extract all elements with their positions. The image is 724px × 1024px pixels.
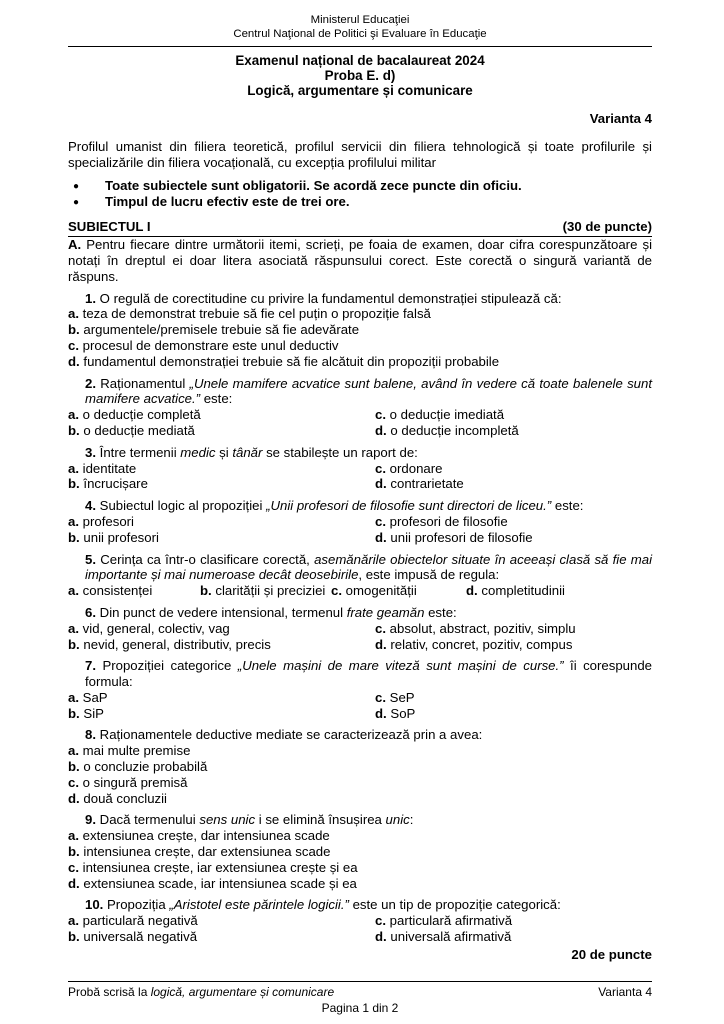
option-c [375, 461, 652, 477]
options-row [68, 322, 652, 338]
options-row [68, 407, 652, 423]
option-letter: d. [375, 929, 387, 945]
questions-list [68, 285, 652, 945]
option-c [375, 514, 652, 530]
instruction-label: A. [68, 237, 82, 253]
option-text: extensiunea scade, iar intensiunea scade și ea [83, 875, 357, 891]
question-number: 7. [85, 658, 96, 674]
question-text-run: Raționamentele deductive mediate se caracterizează prin a avea: [96, 727, 483, 743]
option-letter: c. [375, 689, 386, 705]
bullet-icon: ● [73, 180, 80, 192]
option-letter: c. [68, 774, 79, 790]
option-letter: a. [68, 306, 79, 322]
question-number: 6. [85, 604, 96, 620]
ministry-name: Ministerul Educaţiei [310, 14, 410, 26]
option-c [375, 407, 652, 423]
question-text-italic: asemănările obiectelor situate în aceeași clasă să fie mai importante și mai numeroase decât deosebirile [85, 551, 652, 583]
section-title: SUBIECTUL I [68, 219, 151, 235]
option-text: intensiunea crește, dar extensiunea scade [83, 844, 331, 860]
option-letter: b. [68, 705, 80, 721]
option-letter: a. [68, 689, 79, 705]
question-number: 1. [85, 290, 96, 306]
question-text-run: este: [424, 604, 457, 620]
question-text-italic: „Unele mamifere acvatice sunt balene, având în vedere că toate balenele sunt mamifere acvatice.” [85, 375, 652, 407]
options-row [68, 743, 652, 759]
option-b [200, 583, 331, 599]
question-text-italic: medic [180, 444, 216, 460]
question-text-run: se stabilește un raport de: [262, 444, 418, 460]
option-text: o singură premisă [82, 774, 188, 790]
option-text: fundamentul demonstrației trebuie să fie alcătuit din propoziții probabile [83, 353, 500, 369]
option-letter: c. [375, 513, 386, 529]
options-row [68, 423, 652, 439]
question-number: 2. [85, 375, 96, 391]
profile-paragraph: Profilul umanist din filiera teoretică, profilul servicii din filiera tehnologică și toate profilurile și specializările din filiera vocațională, cu excepția profilului militar [68, 139, 652, 170]
question-text [68, 812, 652, 828]
option-letter: d. [68, 353, 80, 369]
option-letter: c. [375, 620, 386, 636]
option-letter: a. [68, 513, 79, 529]
bullet-icon: ● [73, 196, 80, 208]
option-a [68, 583, 200, 599]
option-text: ordonare [389, 460, 443, 476]
option-letter: d. [466, 583, 478, 599]
option-text: universală afirmativă [390, 929, 512, 945]
footer-test-subject: logică, argumentare și comunicare [150, 985, 335, 999]
options-row [68, 876, 652, 892]
question-5 [68, 552, 652, 599]
option-letter: b. [68, 636, 80, 652]
option-text: două concluzii [83, 790, 167, 806]
question-4 [68, 498, 652, 545]
document-header [68, 13, 652, 41]
question-text-run: este: [551, 498, 584, 514]
option-letter: a. [68, 460, 79, 476]
option-a [68, 306, 431, 322]
question-text [68, 291, 652, 307]
question-text-italic: „Unele mașini de mare viteză sunt mașini de curse.” [237, 658, 564, 674]
option-b [68, 844, 330, 860]
option-text: extensiunea crește, dar intensiunea scade [82, 828, 330, 844]
page-footer [68, 981, 652, 1016]
options-row [68, 844, 652, 860]
question-number: 4. [85, 498, 96, 514]
option-text: teza de demonstrat trebuie să fie cel puțin o propoziție falsă [82, 306, 431, 322]
question-text [68, 445, 652, 461]
option-text: SiP [83, 705, 104, 721]
question-number: 10. [85, 897, 104, 913]
question-text-run: Cerința ca într-o clasificare corectă, [96, 551, 315, 567]
rule-item-2 [68, 194, 652, 210]
options-row [68, 828, 652, 844]
option-letter: d. [375, 422, 387, 438]
option-text: identitate [82, 460, 137, 476]
option-letter: b. [200, 583, 212, 599]
option-d [68, 791, 167, 807]
option-text: o deducție incompletă [390, 422, 519, 438]
option-d [68, 354, 499, 370]
option-letter: d. [375, 529, 387, 545]
option-a [68, 913, 375, 929]
option-letter: b. [68, 322, 80, 338]
option-d [68, 876, 357, 892]
question-6 [68, 605, 652, 652]
footer-variant: Varianta 4 [598, 985, 652, 999]
question-text [68, 376, 652, 408]
option-a [68, 621, 375, 637]
options-row [68, 637, 652, 653]
option-c [375, 621, 652, 637]
question-text [68, 897, 652, 913]
question-text [68, 498, 652, 514]
question-1 [68, 291, 652, 370]
option-b [68, 423, 375, 439]
options-row [68, 514, 652, 530]
center-name: Centrul Naţional de Politici şi Evaluare în Educaţie [233, 28, 487, 40]
option-c [375, 913, 652, 929]
question-text [68, 727, 652, 743]
option-d [375, 423, 652, 439]
option-a [68, 407, 375, 423]
question-3 [68, 445, 652, 492]
option-letter: b. [68, 476, 80, 492]
option-text: contrarietate [390, 476, 464, 492]
option-b [68, 706, 375, 722]
option-c [331, 583, 466, 599]
option-letter: a. [68, 407, 79, 423]
option-letter: a. [68, 828, 79, 844]
question-10 [68, 897, 652, 944]
options-row [68, 530, 652, 546]
footer-test-label [68, 985, 334, 1000]
option-d [375, 929, 652, 945]
question-number: 3. [85, 444, 96, 460]
option-letter: d. [375, 636, 387, 652]
option-d [375, 706, 652, 722]
rules-list [68, 178, 652, 210]
options-row [68, 775, 652, 791]
question-text-run: Propoziția [103, 897, 170, 913]
option-letter: c. [375, 913, 386, 929]
question-2 [68, 376, 652, 439]
options-row [68, 860, 652, 876]
option-letter: d. [375, 476, 387, 492]
option-text: profesori [82, 513, 134, 529]
option-a [68, 828, 330, 844]
question-text-run: și [215, 444, 233, 460]
question-text-italic: tânăr [232, 444, 263, 460]
option-c [68, 860, 358, 876]
option-d [375, 530, 652, 546]
options-row [68, 338, 652, 354]
option-text: intensiunea crește, iar extensiunea crește și ea [82, 859, 358, 875]
options-row [68, 621, 652, 637]
question-text-run: Dacă termenului [96, 812, 200, 828]
question-text-run: Subiectul logic al propoziției [96, 498, 267, 514]
option-b [68, 929, 375, 945]
footer-page-number: Pagina 1 din 2 [321, 1001, 399, 1015]
question-7 [68, 658, 652, 721]
option-letter: c. [68, 337, 79, 353]
variant-label: Varianta 4 [589, 111, 652, 127]
option-letter: b. [68, 844, 80, 860]
option-text: particulară afirmativă [389, 913, 513, 929]
option-letter: c. [375, 460, 386, 476]
option-text: o deducție imediată [389, 407, 505, 423]
rule-item-1 [68, 178, 652, 194]
option-d [466, 583, 565, 599]
option-a [68, 461, 375, 477]
option-letter: a. [68, 743, 79, 759]
option-text: SaP [82, 689, 108, 705]
option-b [68, 322, 359, 338]
option-text: particulară negativă [82, 913, 198, 929]
question-text-italic: unic [385, 812, 410, 828]
option-letter: d. [375, 705, 387, 721]
option-letter: b. [68, 929, 80, 945]
question-8 [68, 727, 652, 806]
question-number: 9. [85, 812, 96, 828]
question-text-run: este un tip de propoziție categorică: [348, 897, 561, 913]
option-d [375, 476, 652, 492]
option-b [68, 476, 375, 492]
option-text: SeP [389, 689, 415, 705]
question-number: 8. [85, 727, 96, 743]
option-text: procesul de demonstrare este unul deductiv [82, 337, 339, 353]
question-9 [68, 812, 652, 891]
option-text: vid, general, colectiv, vag [82, 620, 230, 636]
exam-proba: Proba E. d) [324, 67, 396, 83]
question-text-run: O regulă de corectitudine cu privire la fundamentul demonstrației stipulează că: [96, 290, 562, 306]
option-letter: c. [331, 583, 342, 599]
option-letter: d. [68, 790, 80, 806]
options-row [68, 306, 652, 322]
question-text-run: este: [200, 391, 233, 407]
question-text-italic: „Unii profesori de filosofie sunt directori de liceu.” [266, 498, 552, 514]
option-a [68, 514, 375, 530]
footer-divider [68, 981, 652, 982]
option-text: omogenității [345, 583, 417, 599]
options-row [68, 690, 652, 706]
exam-title-block [68, 54, 652, 98]
option-text: mai multe premise [82, 743, 191, 759]
options-row [68, 791, 652, 807]
option-text: SoP [390, 705, 416, 721]
options-row [68, 476, 652, 492]
options-row [68, 913, 652, 929]
option-c [68, 338, 339, 354]
option-letter: b. [68, 529, 80, 545]
rule-text: Timpul de lucru efectiv este de trei ore. [105, 193, 350, 209]
score-note: 20 de puncte [571, 946, 652, 962]
option-letter: b. [68, 759, 80, 775]
option-text: clarității și preciziei [215, 583, 326, 599]
question-text [68, 605, 652, 621]
options-row [68, 461, 652, 477]
option-text: completitudinii [481, 583, 565, 599]
question-text [68, 552, 652, 584]
option-text: profesori de filosofie [389, 513, 508, 529]
question-text-run: i se elimină însușirea [255, 812, 386, 828]
header-divider [68, 46, 652, 47]
option-letter: a. [68, 620, 79, 636]
option-d [375, 637, 652, 653]
exam-discipline: Logică, argumentare și comunicare [247, 82, 473, 98]
section-instruction [68, 237, 652, 284]
option-b [68, 637, 375, 653]
question-text-run: Între termenii [96, 444, 181, 460]
question-text-italic: sens unic [199, 812, 256, 828]
option-letter: a. [68, 913, 79, 929]
option-a [68, 690, 375, 706]
option-text: consistenței [82, 583, 153, 599]
option-text: argumentele/premisele trebuie să fie adevărate [83, 322, 360, 338]
option-letter: b. [68, 422, 80, 438]
option-text: o concluzie probabilă [83, 759, 208, 775]
option-b [68, 759, 207, 775]
option-letter: c. [375, 407, 386, 423]
section-header [68, 219, 652, 237]
question-text-run: , este impusă de regula: [358, 567, 500, 583]
options-row [68, 759, 652, 775]
options-row [68, 354, 652, 370]
question-text-run: îi corespunde formula: [85, 658, 653, 690]
option-text: universală negativă [83, 929, 198, 945]
instruction-text: Pentru fiecare dintre următorii itemi, scrieți, pe foaia de examen, doar cifra corespunzătoare și notați în dreptul ei doar litera asociată răspunsului corect. Este corectă o singură variantă de răspuns. [68, 237, 652, 284]
rule-text: Toate subiectele sunt obligatorii. Se acordă zece puncte din oficiu. [105, 177, 522, 193]
footer-test-prefix: Probă scrisă la [68, 985, 151, 999]
option-b [68, 530, 375, 546]
option-text: încrucișare [83, 476, 148, 492]
option-c [375, 690, 652, 706]
options-row [68, 706, 652, 722]
question-text-italic: „Aristotel este părintele logicii.” [169, 897, 349, 913]
option-letter: c. [68, 859, 79, 875]
question-text-italic: frate geamăn [346, 604, 425, 620]
options-row [68, 929, 652, 945]
option-text: unii profesori de filosofie [390, 529, 533, 545]
question-text [68, 658, 652, 690]
option-letter: a. [68, 583, 79, 599]
option-text: o deducție mediată [83, 422, 195, 438]
question-text-run: : [409, 812, 414, 828]
option-a [68, 743, 190, 759]
option-text: nevid, general, distributiv, precis [83, 636, 271, 652]
question-text-run: Din punct de vedere intensional, termenul [96, 604, 347, 620]
option-text: absolut, abstract, pozitiv, simplu [389, 620, 576, 636]
section-points: (30 de puncte) [562, 219, 652, 235]
option-text: unii profesori [83, 529, 159, 545]
question-text-run: Propoziției categorice [96, 658, 238, 674]
question-text-run: Raționamentul [96, 375, 190, 391]
exam-title: Examenul național de bacalaureat 2024 [235, 53, 485, 68]
options-row [68, 583, 652, 599]
option-c [68, 775, 188, 791]
option-text: o deducție completă [82, 407, 201, 423]
question-number: 5. [85, 551, 96, 567]
option-text: relativ, concret, pozitiv, compus [390, 636, 573, 652]
option-letter: d. [68, 875, 80, 891]
